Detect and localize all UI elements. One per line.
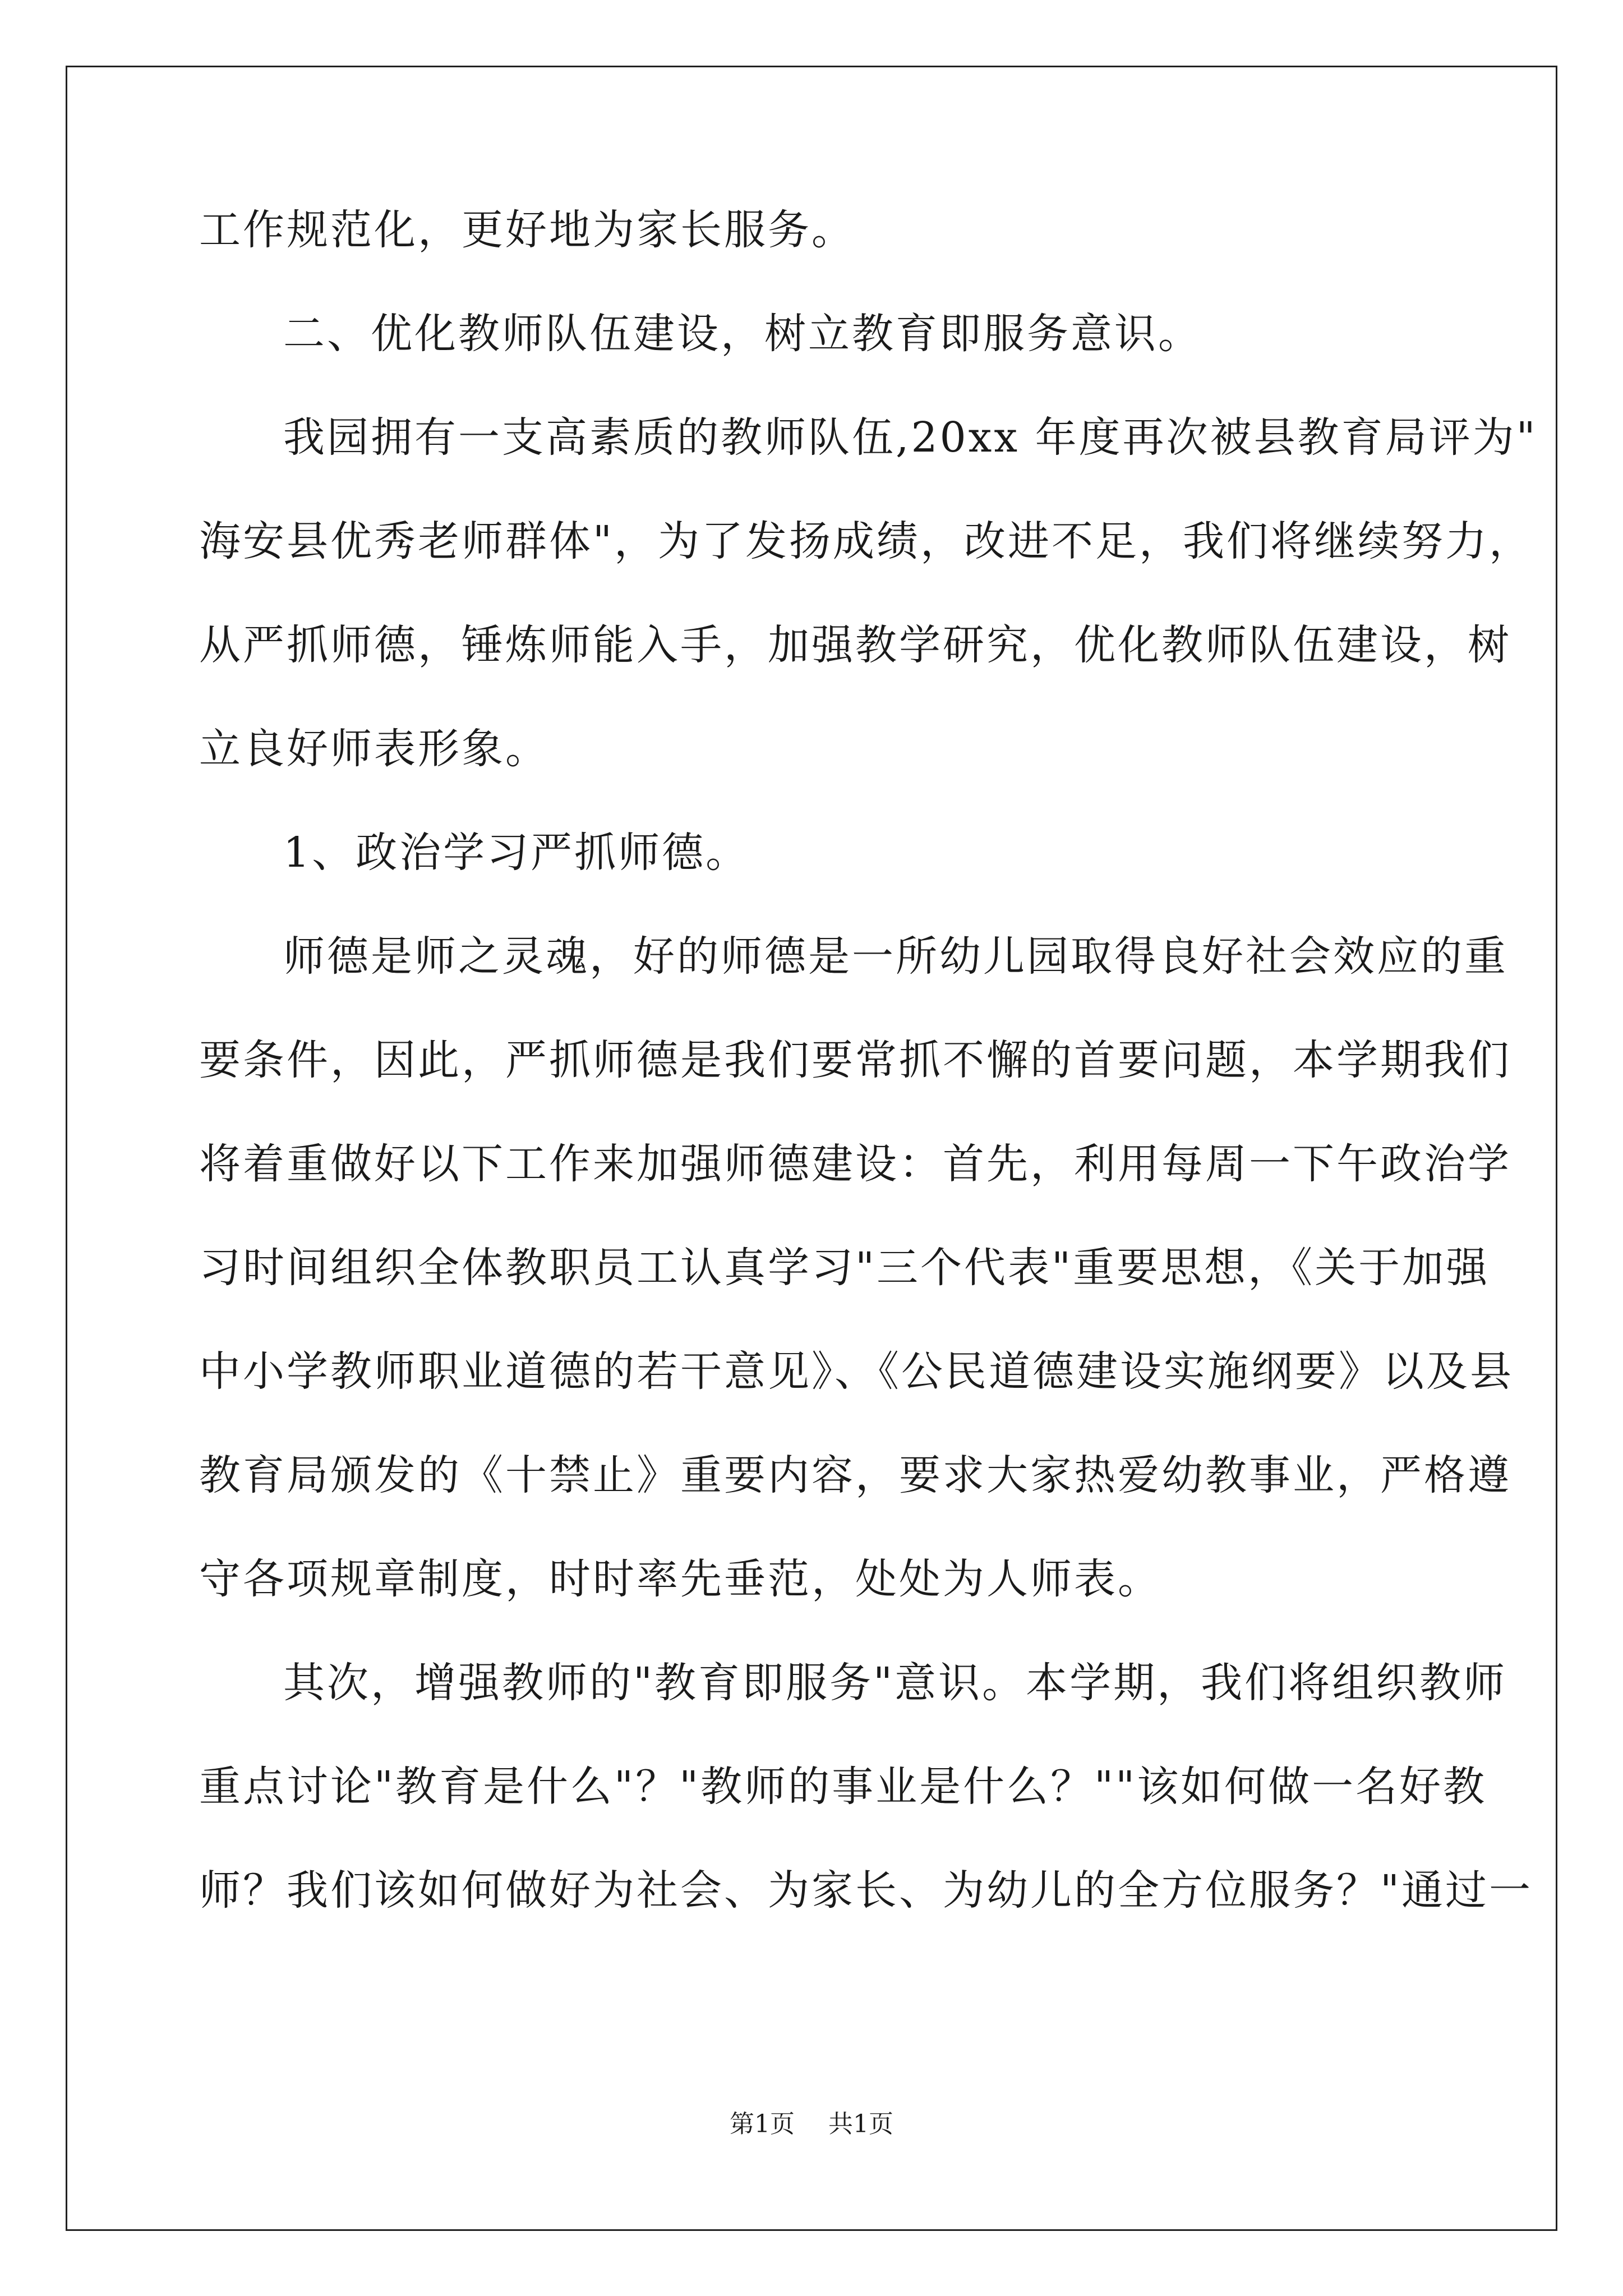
- text-line: 其次，增强教师的"教育即服务"意识。本学期，我们将组织教师: [283, 1659, 1507, 1707]
- text-line: 我园拥有一支高素质的教师队伍,20xx 年度再次被县教育局评为": [283, 413, 1538, 462]
- subsection-heading: 1、政治学习严抓师德。: [283, 829, 750, 877]
- text-line: 守各项规章制度，时时率先垂范，处处为人师表。: [199, 1555, 1161, 1603]
- text-line: 师德是师之灵魂，好的师德是一所幼儿园取得良好社会效应的重: [283, 932, 1508, 981]
- text-line: 将着重做好以下工作来加强师德建设：首先，利用每周一下午政治学: [199, 1140, 1511, 1188]
- section-heading: 二、优化教师队伍建设，树立教育即服务意识。: [283, 310, 1202, 358]
- text-line: 立良好师表形象。: [199, 725, 549, 773]
- text-line: 师？我们该如何做好为社会、为家长、为幼儿的全方位服务？"通过一: [199, 1866, 1533, 1915]
- text-line: 习时间组织全体教职员工认真学习"三个代表"重要思想，《关于加强: [199, 1244, 1490, 1292]
- text-line: 教育局颁发的《十禁止》重要内容，要求大家热爱幼教事业，严格遵: [199, 1451, 1511, 1499]
- text-line: 海安县优秀老师群体"，为了发扬成绩，改进不足，我们将继续努力，: [199, 517, 1533, 565]
- text-line: 中小学教师职业道德的若干意见》、《公民道德建设实施纲要》以及县: [199, 1347, 1514, 1396]
- page-footer: [0, 2104, 1623, 2139]
- text-line: 从严抓师德，锤炼师能入手，加强教学研究，优化教师队伍建设，树: [199, 621, 1511, 669]
- text-line: 要条件，因此，严抓师德是我们要常抓不懈的首要问题，本学期我们: [199, 1036, 1511, 1084]
- page-number: 第1页: [730, 2110, 795, 2138]
- page-total: 共1页: [828, 2110, 893, 2138]
- text-line: 工作规范化，更好地为家长服务。: [199, 206, 855, 254]
- text-line: 重点讨论"教育是什么"？"教师的事业是什么？""该如何做一名好教: [199, 1763, 1487, 1811]
